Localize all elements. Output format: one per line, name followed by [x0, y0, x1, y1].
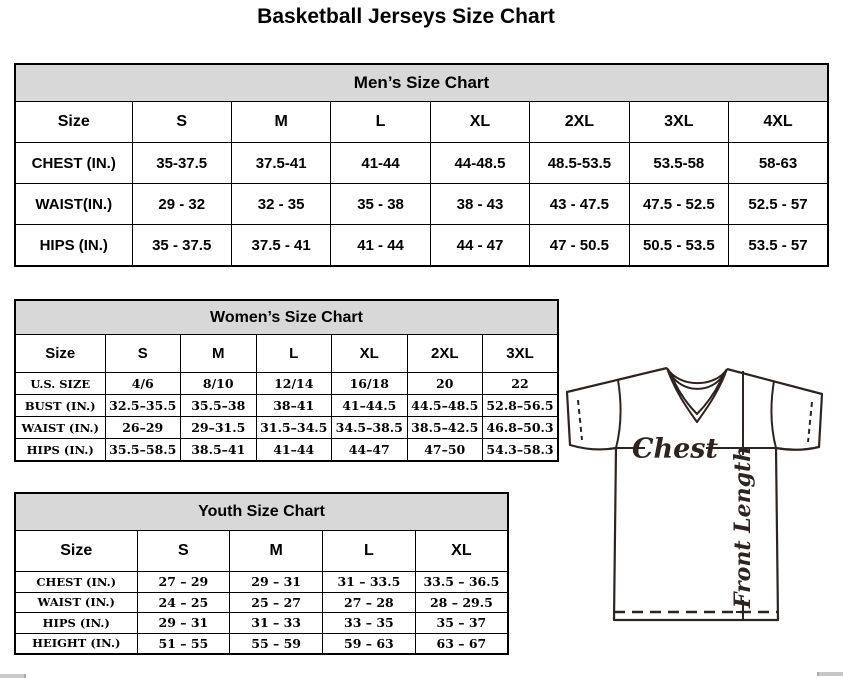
page-title: Basketball Jerseys Size Chart	[257, 5, 555, 28]
men-measurement-row-label: CHEST (IN.)	[15, 143, 132, 184]
women-measurement-row-label: U.S. SIZE	[15, 373, 105, 395]
men-size-value-cell: 41-44	[331, 143, 430, 184]
women-size-value-cell: 47–50	[407, 439, 483, 462]
women-size-value-cell: 32.5–35.5	[105, 395, 181, 417]
youth-size-value-cell: 27 – 29	[137, 572, 230, 593]
women-size-value-cell: 34.5–38.5	[332, 417, 408, 439]
men-size-value-cell: 32 - 35	[231, 184, 330, 225]
men-size-value-cell: 35 - 37.5	[132, 225, 231, 267]
men-size-value-cell: 50.5 - 53.5	[629, 225, 728, 267]
men-column-header: M	[231, 102, 330, 143]
men-column-header: S	[132, 102, 231, 143]
youth-measurement-row-label: HIPS (IN.)	[15, 613, 137, 634]
women-measurement-row-label: WAIST (IN.)	[15, 417, 105, 439]
women-size-value-cell: 44.5–48.5	[407, 395, 483, 417]
youth-size-header-cell: Size	[15, 531, 137, 572]
jersey-body-outline	[567, 368, 822, 620]
men-column-header: 3XL	[629, 102, 728, 143]
men-size-header-cell: Size	[15, 102, 132, 143]
women-column-header: 2XL	[407, 335, 483, 373]
women-size-header-cell: Size	[15, 335, 105, 373]
youth-size-value-cell: 24 – 25	[137, 592, 230, 613]
men-size-value-cell: 48.5-53.5	[530, 143, 629, 184]
men-size-value-cell: 29 - 32	[132, 184, 231, 225]
men-size-value-cell: 41 - 44	[331, 225, 430, 267]
men-size-value-cell: 58-63	[729, 143, 828, 184]
women-size-value-cell: 44–47	[332, 439, 408, 462]
youth-size-chart-table	[14, 492, 509, 655]
women-size-value-cell: 26–29	[105, 417, 181, 439]
men-size-value-cell: 43 - 47.5	[530, 184, 629, 225]
youth-column-header: XL	[415, 531, 508, 572]
women-size-value-cell: 52.8–56.5	[483, 395, 559, 417]
men-size-value-cell: 44 - 47	[430, 225, 529, 267]
youth-column-header: M	[230, 531, 323, 572]
youth-measurement-row-label: CHEST (IN.)	[15, 572, 137, 593]
youth-size-value-cell: 33 – 35	[323, 613, 416, 634]
women-size-value-cell: 38.5–42.5	[407, 417, 483, 439]
women-column-header: L	[256, 335, 332, 373]
horizontal-scrollbar-fragment-left[interactable]	[0, 674, 26, 678]
youth-size-value-cell: 29 – 31	[230, 572, 323, 593]
men-column-header: 4XL	[729, 102, 828, 143]
youth-size-value-cell: 31 – 33.5	[323, 572, 416, 593]
youth-size-value-cell: 51 – 55	[137, 633, 230, 654]
men-size-value-cell: 37.5-41	[231, 143, 330, 184]
men-size-value-cell: 37.5 - 41	[231, 225, 330, 267]
women-size-value-cell: 38.5–41	[181, 439, 257, 462]
horizontal-scrollbar-fragment-right[interactable]	[817, 672, 843, 676]
women-size-value-cell: 22	[483, 373, 559, 395]
men-column-header: XL	[430, 102, 529, 143]
women-size-value-cell: 46.8–50.3	[483, 417, 559, 439]
youth-column-header: L	[323, 531, 416, 572]
men-size-value-cell: 35 - 38	[331, 184, 430, 225]
chest-label: Chest	[632, 433, 718, 465]
women-size-value-cell: 29–31.5	[181, 417, 257, 439]
youth-size-value-cell: 63 – 67	[415, 633, 508, 654]
women-size-value-cell: 54.3–58.3	[483, 439, 559, 462]
youth-size-value-cell: 55 – 59	[230, 633, 323, 654]
women-size-value-cell: 41–44.5	[332, 395, 408, 417]
women-size-value-cell: 20	[407, 373, 483, 395]
youth-size-value-cell: 25 – 27	[230, 592, 323, 613]
men-chart-title: Men’s Size Chart	[15, 64, 828, 102]
women-size-value-cell: 4/6	[105, 373, 181, 395]
men-size-value-cell: 52.5 - 57	[729, 184, 828, 225]
men-column-header: L	[331, 102, 430, 143]
youth-chart-title: Youth Size Chart	[15, 493, 508, 531]
womens-size-chart-table	[14, 299, 559, 462]
men-size-value-cell: 38 - 43	[430, 184, 529, 225]
men-size-value-cell: 47.5 - 52.5	[629, 184, 728, 225]
youth-size-value-cell: 28 – 29.5	[415, 592, 508, 613]
men-size-value-cell: 47 - 50.5	[530, 225, 629, 267]
men-size-value-cell: 35-37.5	[132, 143, 231, 184]
women-size-value-cell: 38–41	[256, 395, 332, 417]
youth-column-header: S	[137, 531, 230, 572]
men-measurement-row-label: HIPS (IN.)	[15, 225, 132, 267]
men-measurement-row-label: WAIST(IN.)	[15, 184, 132, 225]
youth-size-value-cell: 31 – 33	[230, 613, 323, 634]
women-column-header: S	[105, 335, 181, 373]
men-size-value-cell: 53.5-58	[629, 143, 728, 184]
youth-size-value-cell: 33.5 – 36.5	[415, 572, 508, 593]
women-size-value-cell: 35.5–38	[181, 395, 257, 417]
women-size-value-cell: 8/10	[181, 373, 257, 395]
jersey-collar-icon	[667, 368, 727, 422]
women-size-value-cell: 16/18	[332, 373, 408, 395]
youth-size-value-cell: 27 – 28	[323, 592, 416, 613]
youth-size-value-cell: 29 – 31	[137, 613, 230, 634]
men-column-header: 2XL	[530, 102, 629, 143]
front-length-label: Front Length	[730, 445, 756, 609]
women-column-header: XL	[332, 335, 408, 373]
youth-measurement-row-label: WAIST (IN.)	[15, 592, 137, 613]
jersey-measurement-diagram	[556, 362, 843, 628]
women-measurement-row-label: BUST (IN.)	[15, 395, 105, 417]
youth-measurement-row-label: HEIGHT (IN.)	[15, 633, 137, 654]
youth-size-value-cell: 59 – 63	[323, 633, 416, 654]
women-measurement-row-label: HIPS (IN.)	[15, 439, 105, 462]
women-size-value-cell: 31.5–34.5	[256, 417, 332, 439]
youth-size-value-cell: 35 – 37	[415, 613, 508, 634]
women-size-value-cell: 35.5–58.5	[105, 439, 181, 462]
women-column-header: M	[181, 335, 257, 373]
women-size-value-cell: 12/14	[256, 373, 332, 395]
men-size-value-cell: 53.5 - 57	[729, 225, 828, 267]
men-size-value-cell: 44-48.5	[430, 143, 529, 184]
women-chart-title: Women’s Size Chart	[15, 300, 558, 335]
women-column-header: 3XL	[483, 335, 559, 373]
jersey-outline-icon	[556, 362, 843, 628]
mens-size-chart-table	[14, 63, 829, 267]
women-size-value-cell: 41–44	[256, 439, 332, 462]
